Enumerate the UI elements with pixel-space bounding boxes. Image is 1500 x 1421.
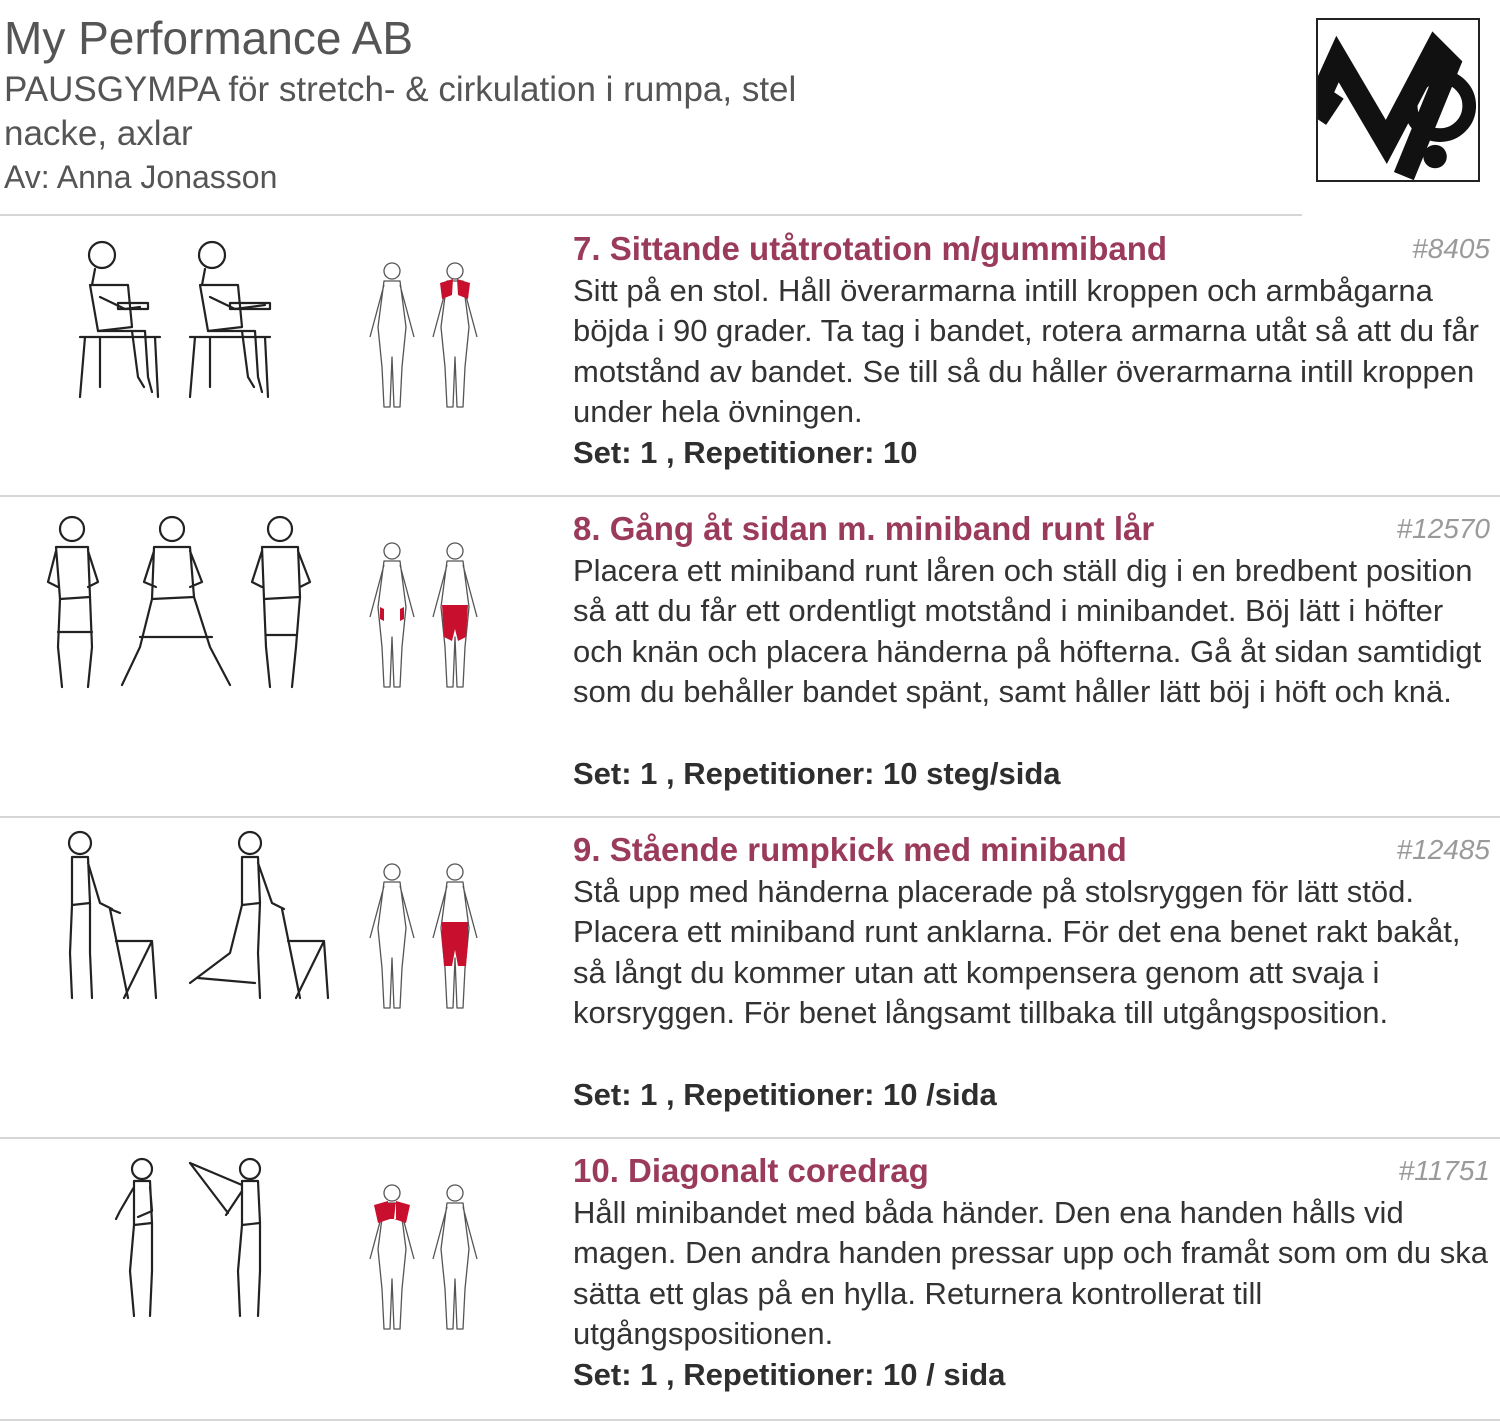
seated-rotation-illustration — [40, 227, 360, 467]
header-divider — [0, 214, 1302, 216]
exercise-title: 10. Diagonalt coredrag — [573, 1152, 929, 1189]
company-name: My Performance AB — [4, 12, 414, 64]
side-walk-illustration — [40, 507, 360, 697]
author-line: Av: Anna Jonasson — [4, 159, 278, 195]
exercise-id: #11751 — [1398, 1155, 1490, 1186]
muscle-map — [360, 858, 490, 1018]
exercise-description: Sitt på en stol. Håll överarmarna intill kroppen och armbågarna böjda i 90 grader. Ta tag i bandet, rotera armarna utåt så att du får motstånd av bandet. Se till så du håller överarmarna intill kroppen under hela övningen. — [573, 273, 1479, 430]
exercise-title: 7. Sittande utåtrotation m/gummiband — [573, 230, 1168, 267]
exercise-item — [0, 497, 1500, 818]
standing-kick-illustration — [40, 823, 360, 1023]
exercise-title: 8. Gång åt sidan m. miniband runt lår — [573, 510, 1155, 547]
program-title: PAUSGYMPA för stretch- & cirkulation i rumpa, stel nacke, axlar — [4, 70, 797, 153]
muscle-map — [360, 257, 490, 417]
exercise-item — [0, 818, 1500, 1139]
exercise-sets: Set: 1 , Repetitioner: 10 / sida — [573, 1357, 1006, 1392]
exercise-sets: Set: 1 , Repetitioner: 10 steg/sida — [573, 756, 1061, 791]
exercise-sets: Set: 1 , Repetitioner: 10 — [573, 435, 918, 470]
diagonal-core-illustration — [90, 1151, 290, 1331]
exercise-description: Placera ett miniband runt låren och ställ dig i en bredbent position så att du får ett ordentligt motstånd i minibandet. Böj lätt i höfter och knän och placera händerna på höfterna. Gå åt sidan samtidigt som du behåller bandet spänt, samt håller lätt böj i höft och knä. — [573, 553, 1482, 710]
exercise-item — [0, 217, 1500, 497]
document-header — [0, 0, 1500, 215]
exercise-title: 9. Stående rumpkick med miniband — [573, 831, 1127, 868]
muscle-map — [360, 537, 490, 697]
exercise-id: #12570 — [1396, 513, 1490, 544]
exercise-description: Stå upp med händerna placerade på stolsryggen för lätt stöd. Placera ett miniband runt anklarna. För det ena benet rakt bakåt, så långt du kommer utan att kompensera genom att svaja i korsryggen. För benet långsamt tillbaka till utgångsposition. — [573, 874, 1461, 1031]
muscle-map — [360, 1179, 490, 1339]
exercise-sets: Set: 1 , Repetitioner: 10 /sida — [573, 1077, 997, 1112]
exercise-description: Håll minibandet med båda händer. Den ena handen hålls vid magen. Den andra handen pressar upp och framåt som om du ska sätta ett glas på en hylla. Returnera kontrollerat till utgångspositionen. — [573, 1195, 1489, 1352]
exercise-id: #12485 — [1396, 834, 1490, 865]
exercise-item — [0, 1139, 1500, 1421]
exercise-id: #8405 — [1412, 233, 1490, 264]
my-performance-logo — [1316, 18, 1480, 182]
